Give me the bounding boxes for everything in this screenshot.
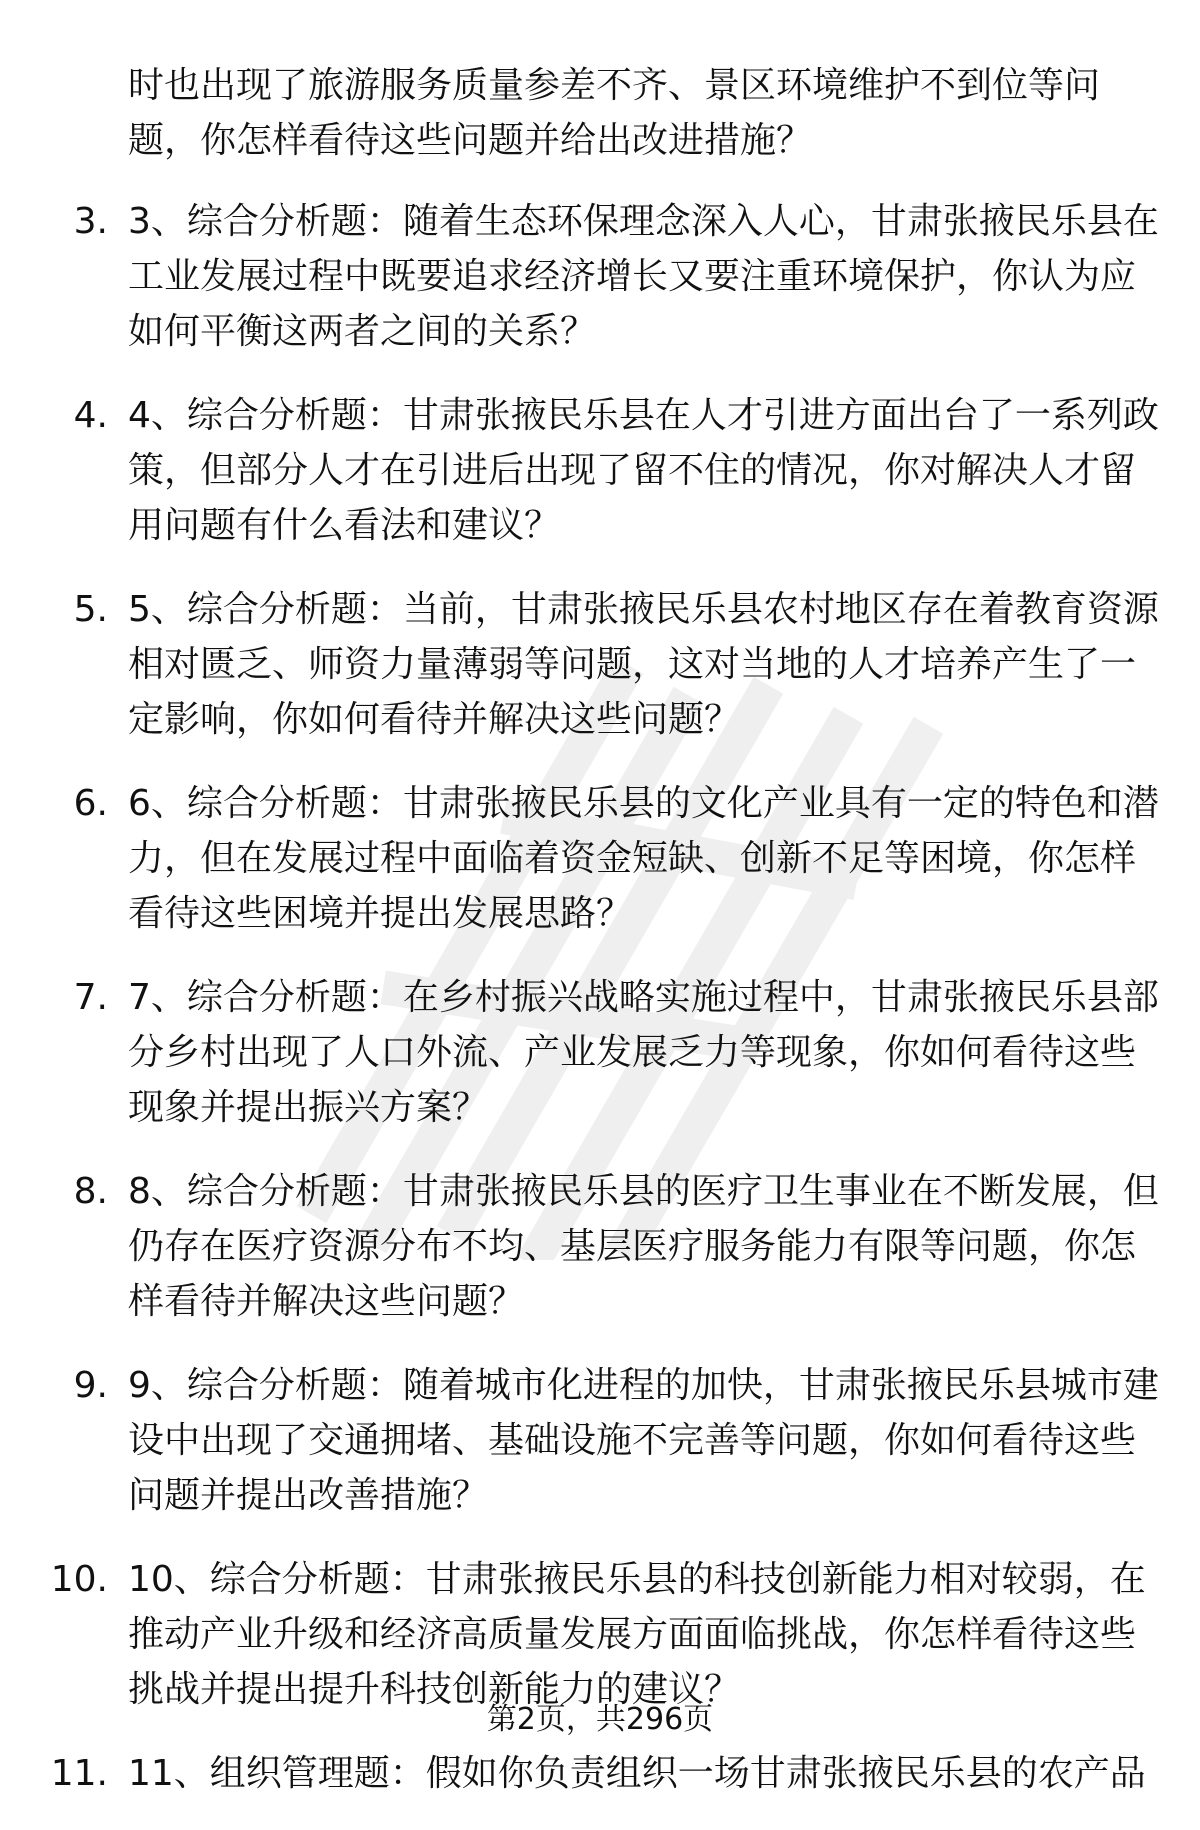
list-item <box>0 1746 1200 1801</box>
item-number: 4. <box>73 395 108 436</box>
item-number: 3. <box>73 201 108 242</box>
question-list <box>0 194 1200 1830</box>
list-item <box>0 1552 1200 1717</box>
item-number: 10. <box>50 1559 108 1600</box>
intro-paragraph: 时也出现了旅游服务质量参差不齐、景区环境维护不到位等问题，你怎样看待这些问题并给出改进措施？ <box>128 65 1101 161</box>
item-number: 9. <box>73 1365 108 1406</box>
item-text: 5、综合分析题：当前，甘肃张掖民乐县农村地区存在着教育资源相对匮乏、师资力量薄弱等问题，这对当地的人才培养产生了一定影响，你如何看待并解决这些问题？ <box>128 589 1159 740</box>
list-item <box>0 776 1200 941</box>
list-item <box>0 970 1200 1135</box>
item-text: 6、综合分析题：甘肃张掖民乐县的文化产业具有一定的特色和潜力，但在发展过程中面临着资金短缺、创新不足等困境，你怎样看待这些困境并提出发展思路？ <box>128 783 1159 934</box>
item-text: 3、综合分析题：随着生态环保理念深入人心，甘肃张掖民乐县在工业发展过程中既要追求经济增长又要注重环境保护，你认为应如何平衡这两者之间的关系？ <box>128 201 1159 352</box>
list-item <box>0 388 1200 553</box>
item-text: 10、综合分析题：甘肃张掖民乐县的科技创新能力相对较弱，在推动产业升级和经济高质量发展方面面临挑战，你怎样看待这些挑战并提出提升科技创新能力的建议？ <box>128 1559 1146 1710</box>
item-text: 11、组织管理题：假如你负责组织一场甘肃张掖民乐县的农产品 <box>128 1753 1146 1794</box>
list-item <box>0 582 1200 747</box>
list-item <box>0 194 1200 359</box>
item-text: 7、综合分析题：在乡村振兴战略实施过程中，甘肃张掖民乐县部分乡村出现了人口外流、产业发展乏力等现象，你如何看待这些现象并提出振兴方案？ <box>128 977 1159 1128</box>
item-number: 5. <box>73 589 108 630</box>
item-number: 7. <box>73 977 108 1018</box>
item-text: 9、综合分析题：随着城市化进程的加快，甘肃张掖民乐县城市建设中出现了交通拥堵、基础设施不完善等问题，你如何看待这些问题并提出改善措施？ <box>128 1365 1159 1516</box>
page-number: 第2页，共296页 <box>486 1702 714 1737</box>
item-number: 6. <box>73 783 108 824</box>
item-number: 11. <box>50 1753 108 1794</box>
item-text: 4、综合分析题：甘肃张掖民乐县在人才引进方面出台了一系列政策，但部分人才在引进后出现了留不住的情况，你对解决人才留用问题有什么看法和建议？ <box>128 395 1159 546</box>
list-item <box>0 1358 1200 1523</box>
list-item <box>0 1164 1200 1329</box>
item-text: 8、综合分析题：甘肃张掖民乐县的医疗卫生事业在不断发展，但仍存在医疗资源分布不均、基层医疗服务能力有限等问题，你怎样看待并解决这些问题？ <box>128 1171 1159 1322</box>
item-number: 8. <box>73 1171 108 1212</box>
